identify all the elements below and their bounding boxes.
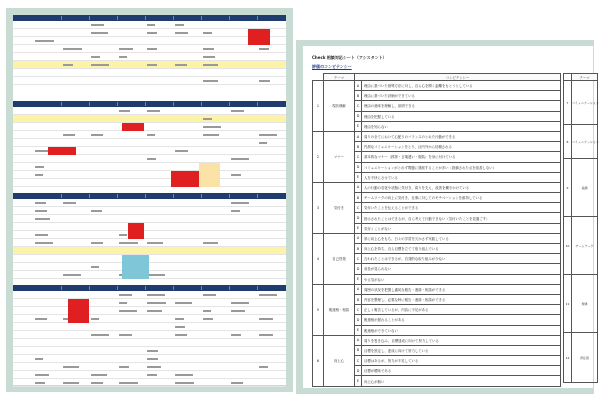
schedule-cell-text — [119, 110, 130, 112]
header-column-divider — [117, 16, 118, 20]
schedule-row — [13, 271, 286, 279]
rank-letter: D — [355, 162, 362, 172]
schedule-cell-text — [35, 374, 49, 376]
schedule-row — [13, 61, 286, 69]
schedule-cell-text — [35, 242, 53, 244]
competency-text: 人を不快にさせている — [362, 172, 561, 182]
rank-letter: E — [355, 172, 362, 182]
group-theme: 自己啓発 — [324, 233, 355, 284]
header-column-divider — [257, 102, 258, 106]
competency-table — [312, 73, 561, 387]
header-column-divider — [61, 16, 62, 20]
rank-letter: A — [355, 335, 362, 345]
competency-text: 基本的なマナー（挨拶・言葉遣い・服装）を身に付けている — [362, 152, 561, 162]
schedule-cell-text — [63, 64, 73, 66]
schedule-cell-text — [175, 382, 194, 384]
header-column-divider — [145, 102, 146, 106]
header-column-divider — [201, 102, 202, 106]
header-column-divider — [201, 286, 202, 290]
schedule-cell-text — [119, 366, 127, 368]
schedule-cell-text — [203, 242, 218, 244]
competency-text: 気付いたことを伝えることができる — [362, 203, 561, 213]
group-number: 6 — [313, 335, 324, 386]
side-row-theme: チームワーク — [572, 217, 598, 275]
schedule-cell-text — [259, 80, 270, 82]
header-column-divider — [145, 194, 146, 198]
schedule-block — [13, 193, 286, 279]
competency-text: 目標はあるが、努力が不足している — [362, 356, 561, 366]
schedule-cell-text — [63, 366, 79, 368]
schedule-row — [13, 123, 286, 131]
schedule-cell-text — [231, 334, 241, 336]
side-theme-row — [564, 81, 598, 125]
side-row-number: 8 — [564, 125, 572, 159]
competency-text: 正しく報告しているが、内容に不足がある — [362, 305, 561, 315]
header-column-divider — [117, 102, 118, 106]
rank-letter: D — [355, 264, 362, 274]
highlighted-cell-red — [171, 171, 198, 187]
schedule-cell-text — [231, 110, 244, 112]
schedule-row — [13, 331, 286, 339]
schedule-row — [13, 347, 286, 355]
rank-letter: E — [355, 376, 362, 386]
schedule-row — [13, 255, 286, 263]
side-row-theme: 協調 — [572, 159, 598, 217]
header-blank — [313, 74, 324, 81]
competency-text: 周りを巻き込み、目標達成に向けて努力している — [362, 335, 561, 345]
competency-text: 理由を知らない — [362, 121, 561, 131]
header-column-divider — [257, 194, 258, 198]
schedule-cell-text — [91, 318, 99, 320]
group-number: 1 — [313, 81, 324, 132]
schedule-row — [13, 263, 286, 271]
schedule-cell-text — [231, 310, 245, 312]
header-column-divider — [173, 16, 174, 20]
schedule-row — [13, 131, 286, 139]
schedule-cell-text — [35, 382, 45, 384]
schedule-row — [13, 207, 286, 215]
side-theme-row — [564, 333, 598, 383]
schedule-row — [13, 53, 286, 61]
schedule-cell-text — [203, 310, 211, 312]
rank-letter: E — [355, 223, 362, 233]
schedule-cell-text — [203, 64, 218, 66]
competency-text: 報連相ができていない — [362, 325, 561, 335]
schedule-cell-text — [91, 24, 104, 26]
competency-text: 目標を設定し、達成に向けて努力している — [362, 345, 561, 355]
schedule-row — [13, 379, 286, 387]
schedule-row — [13, 179, 286, 187]
rank-letter: A — [355, 284, 362, 294]
schedule-cell-text — [147, 310, 162, 312]
schedule-cell-text — [259, 334, 273, 336]
schedule-cell-text — [91, 32, 108, 34]
schedule-row — [13, 29, 286, 37]
side-theme-row — [564, 125, 598, 159]
highlighted-cell-red — [68, 299, 90, 323]
schedule-cell-text — [119, 334, 132, 336]
side-row-theme: コミュニケーション — [572, 81, 598, 125]
schedule-block — [13, 285, 286, 387]
schedule-row — [13, 291, 286, 299]
competency-text: 向上心が無い — [362, 376, 561, 386]
schedule-row — [13, 69, 286, 77]
schedule-cell-text — [203, 32, 212, 34]
competency-text: 成長が見られない — [362, 264, 561, 274]
rank-letter: B — [355, 244, 362, 254]
schedule-cell-text — [259, 318, 273, 320]
competency-row — [313, 233, 561, 243]
competency-row — [313, 284, 561, 294]
schedule-cell-text — [35, 166, 44, 168]
competency-row — [313, 81, 561, 91]
header-column-divider — [89, 194, 90, 198]
side-theme-table — [563, 73, 598, 383]
schedule-cell-text — [175, 302, 192, 304]
schedule-cell-text — [147, 158, 156, 160]
highlighted-cell-red — [122, 123, 144, 131]
competency-text: 周囲の状況を把握し適切な報告・連絡・相談ができる — [362, 284, 561, 294]
schedule-cell-text — [147, 358, 158, 360]
schedule-cell-text — [35, 218, 50, 220]
header-column-divider — [61, 102, 62, 106]
evaluation-sheet — [303, 46, 599, 388]
schedule-row — [13, 155, 286, 163]
schedule-row — [13, 77, 286, 85]
schedule-cell-text — [35, 234, 48, 236]
schedule-cell-text — [147, 110, 160, 112]
schedule-cell-text — [91, 334, 109, 336]
schedule-row — [13, 323, 286, 331]
evaluation-page-card — [296, 40, 599, 394]
schedule-cell-text — [203, 56, 215, 58]
competency-text: コミュニケーションがとれず問題に発展することが多い（指摘された点を改善しない） — [362, 162, 561, 172]
schedule-row — [13, 299, 286, 307]
schedule-row — [13, 239, 286, 247]
rank-letter: C — [355, 254, 362, 264]
rank-letter: A — [355, 81, 362, 91]
header-column-divider — [89, 102, 90, 106]
rank-letter: A — [355, 131, 362, 141]
competency-text: 報連相が遅れることがある — [362, 315, 561, 325]
header-column-divider — [229, 16, 230, 20]
side-theme-row — [564, 217, 598, 275]
side-theme-row — [564, 275, 598, 333]
schedule-cell-text — [175, 32, 188, 34]
schedule-cell-text — [231, 382, 243, 384]
group-theme: 現状理解 — [324, 81, 355, 132]
group-number: 4 — [313, 233, 324, 284]
schedule-cell-text — [203, 318, 213, 320]
schedule-cell-text — [147, 24, 155, 26]
header-column-divider — [145, 16, 146, 20]
schedule-cell-text — [175, 326, 185, 328]
schedule-cell-text — [91, 266, 99, 268]
schedule-cell-text — [91, 134, 103, 136]
rank-letter: E — [355, 325, 362, 335]
schedule-cell-text — [147, 242, 163, 244]
header-column-divider — [173, 194, 174, 198]
schedule-row — [13, 355, 286, 363]
schedule-cell-text — [147, 366, 161, 368]
rank-letter: E — [355, 121, 362, 131]
schedule-block — [13, 101, 286, 187]
competency-text: 常に向上心をもち、日々の学習を欠かさず実践している — [362, 233, 561, 243]
rank-letter: D — [355, 366, 362, 376]
schedule-block — [13, 15, 286, 85]
schedule-cell-text — [119, 48, 133, 50]
schedule-cell-text — [259, 294, 277, 296]
side-theme-header: テーマ — [572, 74, 598, 81]
side-row-number: 10 — [564, 217, 572, 275]
rank-letter: B — [355, 142, 362, 152]
competency-text: 指示されたことはできるが、自ら考えて行動できない（気付いたことを見過ごす） — [362, 213, 561, 223]
schedule-row — [13, 37, 286, 45]
rank-letter: B — [355, 193, 362, 203]
schedule-cell-text — [203, 126, 221, 128]
schedule-cell-text — [231, 302, 249, 304]
header-column-divider — [257, 16, 258, 20]
rank-letter: E — [355, 274, 362, 284]
schedule-cell-text — [63, 134, 75, 136]
side-row-number: 9 — [564, 159, 572, 217]
rank-letter: A — [355, 233, 362, 243]
schedule-sheet — [13, 15, 286, 385]
schedule-cell-text — [91, 382, 103, 384]
schedule-cell-text — [175, 374, 193, 376]
schedule-cell-text — [63, 274, 81, 276]
schedule-cell-text — [91, 210, 102, 212]
rank-letter: B — [355, 345, 362, 355]
competency-text: 周りの全てにおいて心配りのバランスのとれた行動ができる — [362, 131, 561, 141]
header-column-divider — [117, 194, 118, 198]
schedule-row — [13, 339, 286, 347]
schedule-row — [13, 363, 286, 371]
schedule-cell-text — [91, 64, 109, 66]
side-row-theme: 規律 — [572, 275, 598, 333]
rank-letter: D — [355, 315, 362, 325]
competency-text: 理由を把握している — [362, 111, 561, 121]
schedule-row — [13, 371, 286, 379]
group-theme: 向上心 — [324, 335, 355, 386]
side-row-theme: 責任感 — [572, 333, 598, 383]
competency-text: 理由の意味を理解し、説明できる — [362, 101, 561, 111]
schedule-cell-text — [119, 234, 127, 236]
header-column-divider — [229, 286, 230, 290]
group-theme: 報連相・相談 — [324, 284, 355, 335]
competency-text: 言われたことはできるが、自発的な取り組みが少ない — [362, 254, 561, 264]
schedule-cell-text — [35, 318, 47, 320]
side-header-blank — [564, 74, 572, 81]
header-column-divider — [61, 286, 62, 290]
schedule-cell-text — [203, 80, 218, 82]
rank-letter: D — [355, 111, 362, 121]
competency-header: コンピテンシー — [355, 74, 561, 81]
schedule-row — [13, 315, 286, 323]
rank-letter: A — [355, 182, 362, 192]
schedule-cell-text — [119, 310, 132, 312]
competency-text: 目標が曖昧である — [362, 366, 561, 376]
schedule-cell-text — [147, 302, 166, 304]
schedule-cell-text — [259, 48, 269, 50]
schedule-cell-text — [35, 202, 46, 204]
header-column-divider — [201, 16, 202, 20]
header-column-divider — [89, 286, 90, 290]
header-column-divider — [229, 102, 230, 106]
schedule-cell-text — [231, 174, 241, 176]
schedule-cell-text — [119, 242, 138, 244]
schedule-cell-text — [63, 382, 79, 384]
header-column-divider — [117, 286, 118, 290]
side-row-number: 7 — [564, 81, 572, 125]
competency-text: 気付くことがない — [362, 223, 561, 233]
rank-letter: B — [355, 91, 362, 101]
competency-row — [313, 335, 561, 345]
competency-text: 人の行動の変化や状態に気付き、周りを支え、改善を働きかけている — [362, 182, 561, 192]
competency-row — [313, 131, 561, 141]
schedule-cell-text — [119, 56, 127, 58]
schedule-cell-text — [147, 350, 158, 352]
schedule-row — [13, 223, 286, 231]
evaluation-title: Check 相談対応シート（アシスタント） — [312, 55, 387, 60]
schedule-cell-text — [147, 48, 157, 50]
schedule-cell-text — [231, 210, 240, 212]
rank-letter: C — [355, 203, 362, 213]
schedule-cell-text — [259, 142, 267, 144]
header-column-divider — [229, 194, 230, 198]
schedule-cell-text — [231, 158, 249, 160]
highlighted-cell-red — [48, 147, 75, 155]
schedule-cell-text — [203, 134, 219, 136]
competency-text: 円滑なコミュニケーションをとり、社内外から信頼される — [362, 142, 561, 152]
schedule-row — [13, 21, 286, 29]
rank-letter: B — [355, 294, 362, 304]
schedule-row — [13, 307, 286, 315]
schedule-cell-text — [147, 134, 155, 136]
header-column-divider — [89, 16, 90, 20]
schedule-cell-text — [147, 32, 157, 34]
schedule-cell-text — [259, 134, 277, 136]
group-number: 5 — [313, 284, 324, 335]
side-row-number: 11 — [564, 275, 572, 333]
schedule-cell-text — [35, 40, 54, 42]
group-number: 2 — [313, 131, 324, 182]
group-theme: マナー — [324, 131, 355, 182]
side-theme-row — [564, 159, 598, 217]
rank-letter: C — [355, 305, 362, 315]
highlighted-cell-cyan — [122, 255, 149, 279]
schedule-cell-text — [175, 24, 184, 26]
schedule-cell-text — [175, 150, 188, 152]
header-column-divider — [61, 194, 62, 198]
schedule-row — [13, 247, 286, 255]
schedule-cell-text — [35, 210, 47, 212]
schedule-cell-text — [175, 318, 184, 320]
header-column-divider — [173, 102, 174, 106]
schedule-cell-text — [91, 374, 107, 376]
schedule-cell-text — [147, 64, 156, 66]
schedule-cell-text — [91, 242, 103, 244]
competency-text: 理由に基づいた評価ができている — [362, 91, 561, 101]
schedule-cell-text — [35, 358, 43, 360]
schedule-cell-text — [147, 294, 165, 296]
schedule-row — [13, 139, 286, 147]
highlighted-cell-red — [248, 29, 270, 45]
schedule-cell-text — [175, 64, 187, 66]
group-theme: 気付き — [324, 182, 355, 233]
side-row-theme: コミュニケーション — [572, 125, 598, 159]
schedule-row — [13, 107, 286, 115]
competency-text: やる気がない — [362, 274, 561, 284]
rank-letter: C — [355, 356, 362, 366]
schedule-cell-text — [119, 302, 127, 304]
schedule-cell-text — [147, 374, 157, 376]
schedule-cell-text — [91, 56, 100, 58]
theme-header: テーマ — [324, 74, 355, 81]
schedule-page-card — [6, 8, 293, 392]
schedule-cell-text — [175, 334, 187, 336]
header-column-divider — [145, 286, 146, 290]
header-column-divider — [173, 286, 174, 290]
competency-text: 理由に基づいた指導方法に対し、自ら心を開く距離をもとうとしている — [362, 81, 561, 91]
schedule-cell-text — [259, 366, 268, 368]
schedule-row — [13, 231, 286, 239]
group-number: 3 — [313, 182, 324, 233]
schedule-cell-text — [203, 294, 216, 296]
schedule-cell-text — [203, 48, 214, 50]
schedule-cell-text — [231, 202, 249, 204]
schedule-cell-text — [119, 294, 132, 296]
highlighted-cell-cream — [199, 163, 221, 187]
schedule-row — [13, 45, 286, 53]
schedule-row — [13, 163, 286, 171]
competency-row — [313, 182, 561, 192]
competency-text: 向上心を持ち、自ら目標を立てて取り組んでいる — [362, 244, 561, 254]
rank-letter: C — [355, 101, 362, 111]
schedule-row — [13, 199, 286, 207]
schedule-cell-text — [119, 382, 138, 384]
highlighted-cell-red — [128, 223, 144, 239]
header-column-divider — [201, 194, 202, 198]
rank-letter: C — [355, 152, 362, 162]
schedule-row — [13, 215, 286, 223]
competency-text: チームワークの向上に気付き、仕事に対してのモチベーションを維持している — [362, 193, 561, 203]
schedule-cell-text — [35, 174, 43, 176]
schedule-cell-text — [203, 118, 212, 120]
schedule-row — [13, 115, 286, 123]
evaluation-subtitle: 評価のコンピテンシー — [312, 64, 352, 69]
schedule-cell-text — [63, 48, 82, 50]
competency-text: 内容を整理し、必要な時に報告・連絡・相談ができる — [362, 294, 561, 304]
rank-letter: D — [355, 213, 362, 223]
side-row-number: 12 — [564, 333, 572, 383]
schedule-cell-text — [63, 202, 76, 204]
schedule-row — [13, 171, 286, 179]
header-column-divider — [257, 286, 258, 290]
